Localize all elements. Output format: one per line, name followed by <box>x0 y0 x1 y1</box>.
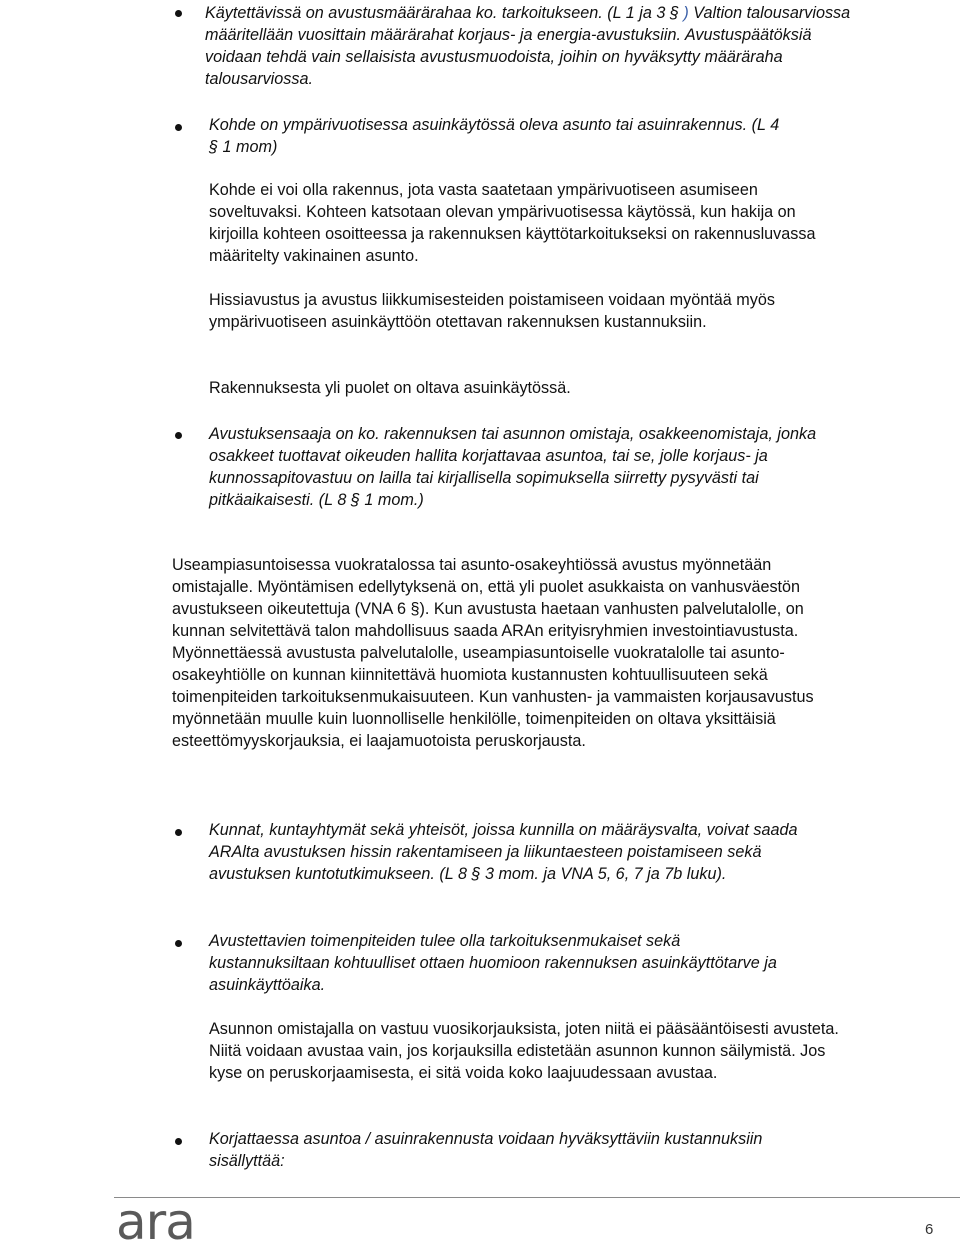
ara-logo: ara <box>116 1193 195 1251</box>
bullet-item-measures: Avustettavien toimenpiteiden tulee olla tarkoituksenmukaiset sekä kustannuksiltaan kohtuulliset ottaen huomioon rakennuksen asuinkäyttötarve ja asuinkäyttöaika. <box>209 932 777 994</box>
property-paragraph-1: Kohde ei voi olla rakennus, jota vasta saatetaan ympärivuotiseen asumiseen soveltuvaksi. Kohteen katsotaan olevan ympärivuotisessa käytössä, kun hakija on kirjoilla kohteen osoitteessa ja rakennuksen käyttötarkoitukseksi on rakennusluvassa määritelty vakinainen asunto. <box>209 181 816 265</box>
bullet-icon <box>175 1138 182 1145</box>
bullet-icon <box>175 10 182 17</box>
bullet-item-budget <box>205 2 855 90</box>
property-paragraph-2: Hissiavustus ja avustus liikkumisesteiden poistamiseen voidaan myöntää myös ympärivuotiseen asuinkäyttöön otettavan rakennuksen kustannuksiin. <box>209 291 775 331</box>
budget-paren: ) <box>683 4 689 22</box>
bullet-icon <box>175 124 182 131</box>
bullet-item-property: Kohde on ympärivuotisessa asuinkäytössä oleva asunto tai asuinrakennus. (L 4 § 1 mom) <box>209 116 780 156</box>
property-paragraph-3: Rakennuksesta yli puolet on oltava asuinkäytössä. <box>209 379 571 397</box>
footer-divider <box>114 1197 960 1198</box>
bullet-icon <box>175 829 182 836</box>
body-paragraph: Useampiasuntoisessa vuokratalossa tai asunto-osakeyhtiössä avustus myönnetään omistajalle. Myöntämisen edellytyksenä on, että yli puolet asukkaista on vanhusväestön avustukseen oikeutettuja (VNA 6 §). Kun avustusta haetaan vanhusten palvelutalolle, on kunnan selvitettävä talon mahdollisuus saada ARAn erityisryhmien investointiavustusta. Myönnettäessä avustusta palvelutalolle, useampiasuntoiselle vuokratalolle tai asunto-osakeyhtiölle on kunnan kiinnitettävä huomiota kustannusten kohtuullisuuteen sekä toimenpiteiden tarkoituksenmukaisuuteen. Kun vanhusten- ja vammaisten korjausavustus myönnetään muulle kuin luonnolliselle henkilölle, toimenpiteiden on oltava yksittäisiä esteettömyyskorjauksia, ei laajamuotoista peruskorjausta. <box>172 556 814 750</box>
budget-text-1: Käytettävissä on avustusmäärärahaa ko. tarkoitukseen. (L 1 ja 3 § <box>205 4 684 22</box>
measures-paragraph: Asunnon omistajalla on vastuu vuosikorjauksista, joten niitä ei pääsääntöisesti avusteta. Niitä voidaan avustaa vain, jos korjauksilla edistetään asunnon kunnon säilymistä. Jos kyse on peruskorjaamisesta, ei sitä voida koko laajuudessaan avustaa. <box>209 1020 839 1082</box>
bullet-item-costs: Korjattaessa asuntoa / asuinrakennusta voidaan hyväksyttäviin kustannuksiin sisällyttää: <box>209 1130 763 1170</box>
bullet-icon <box>175 940 182 947</box>
page-number: 6 <box>925 1221 934 1238</box>
bullet-icon <box>175 432 182 439</box>
budget-text-2: Valtion talousarviossa määritellään vuosittain määrärahat korjaus- ja energia-avustuksiin. Avustuspäätöksiä voidaan tehdä vain sellaisista avustusmuodoista, joihin on hyväksytty määräraha talousarviossa. <box>205 4 851 88</box>
bullet-item-municipalities: Kunnat, kuntayhtymät sekä yhteisöt, joissa kunnilla on määräysvalta, voivat saada ARAlta avustuksen hissin rakentamiseen ja liikuntaesteen poistamiseen sekä avustuksen kuntotutkimukseen. (L 8 § 3 mom. ja VNA 5, 6, 7 ja 7b luku). <box>209 821 798 883</box>
bullet-item-recipient: Avustuksensaaja on ko. rakennuksen tai asunnon omistaja, osakkeenomistaja, jonka osakkeet tuottavat oikeuden hallita korjattavaa asuntoa, tai se, jolle korjaus- ja kunnossapitovastuu on lailla tai kirjallisella sopimuksella siirretty pysyvästi tai pitkäaikaisesti. (L 8 § 1 mom.) <box>209 425 817 509</box>
